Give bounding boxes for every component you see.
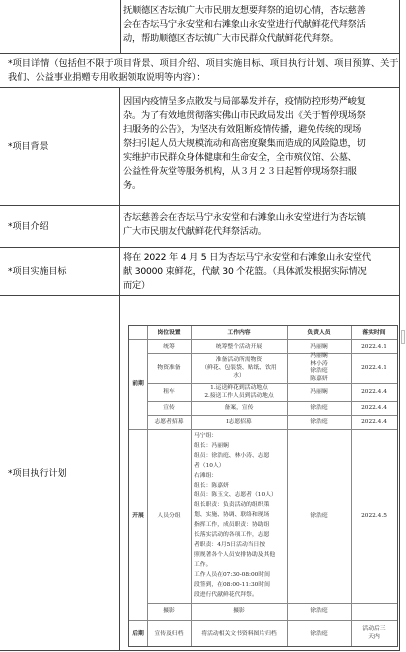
table-row: 志愿者招募: [154, 419, 184, 425]
intro-label: *项目介绍: [8, 221, 49, 232]
phase-mid: 开展: [132, 513, 144, 519]
project-info-note: *项目详情（包括但不限于项目背景、项目介绍、项目实施目标、项目执行计划、项目预算、关于我们、公益事业捐赠专用收据领取说明等内容）：: [8, 58, 399, 83]
background-row: [0, 87, 400, 205]
intro-text: 杏坛慈善会在杏坛马宁永安堂和右滩象山永安堂进行为杏坛镇 广大市民朋友代献鲜花代拜祭活动。: [123, 212, 366, 237]
table-row: 摄影: [163, 608, 175, 614]
plan-label: *项目执行计划: [8, 468, 67, 479]
header-person: 负责人员: [307, 330, 331, 336]
project-info-note-row: [0, 53, 400, 87]
table-row: 统筹: [163, 344, 175, 350]
target-text: 将在 2022 年 4 月 5 日为杏坛马宁永安堂和右滩象山永安堂代 献 30000 束鲜花，代献 30 个花篮。（具体派发根据实际情况 而定）: [123, 252, 371, 291]
phase-early: 前期: [132, 381, 144, 387]
header-time: 落实时间: [362, 330, 386, 336]
target-row: [0, 247, 400, 295]
intro-row: [0, 205, 400, 247]
target-label: *项目实施目标: [8, 266, 67, 277]
table-row: 人员分组: [157, 513, 181, 519]
header-role: 岗位设置: [157, 330, 181, 336]
phase-late: 后期: [132, 631, 144, 637]
table-row: 宣传及归档: [154, 631, 184, 637]
table-row: 物资准备: [157, 365, 181, 371]
table-row: 租车: [163, 389, 175, 395]
scrollbar-handle[interactable]: [401, 330, 405, 344]
background-text: 因国内疫情呈多点散发与局部暴发并存，疫情防控形势严峻复 杂。为了有效地贯彻落实佛山市民政局发出《关于暂停现场祭 扫服务的公告》，为坚决有效阻断疫情传播，避免传统的现场 祭扫引起人员大规模流动和高密度聚集而造成的风险隐患，切 实维护市民群众身体健康和生命安全，全市殡仪馆、公墓、 公益性骨灰堂等服务机构，从３月２３日起暂停现场祭扫服 务。: [123, 96, 366, 191]
header-content: 工作内容: [227, 330, 251, 336]
top-text: 抚顺德区杏坛镇广大市民朋友想要拜祭的追切心情，杏坛慈善 会在杏坛马宁永安堂和右滩象山永安堂进行代献鲜花代拜祭活 动，帮助顺德区杏坛镇广大市民群众代献鲜花代拜祭。: [123, 5, 366, 44]
schedule-table: 岗位设置 工作内容 负责人员 落实时间 前期 开展 后期 统筹 统筹整个活动开展 冯丽娴 2022.4.1 物资准备 准备活动所需物资 （鲜花、包装袋、贴纸、饮用 水） 冯丽娴 林小涛 徐浩庭 陈嘉妍 2022.4.1 租车 1.运送鲜花到活动地点 2.接送工作人员到活动地点 冯丽娴 2022.4.4 宣传 备案，宣传 徐浩庭 2022.4.4 志愿者招募 I志愿招募 徐浩庭 2022.4.4 人员分组 马宁组： 组长：冯丽娴 组员：徐浩庭、林小涛、志愿 者（10人） 右滩组： 组长：陈嘉妍 组员：陈玉文、志愿者（10人） 组长职责：负责活动的组织策 划、实施、协调、联络和现场 指挥工作，成员职责：协助组 长落实活动的各项工作，志愿 者职责：4月5日活动当日按 照规著各个人员安排协助及其他 工作。 工作人员在07:30-08:00时间 段签到，在08:00-11:30时间 段进行代献鲜花代拜祭。 徐浩庭 2022.4.5 摄影 摄影 徐浩庭 宣传及归档 将活动相关文书资料图片归档 徐浩庭 活动后三 天内: [128, 325, 398, 647]
background-label: *项目背景: [8, 141, 49, 152]
table-row: 宣传: [163, 405, 175, 411]
